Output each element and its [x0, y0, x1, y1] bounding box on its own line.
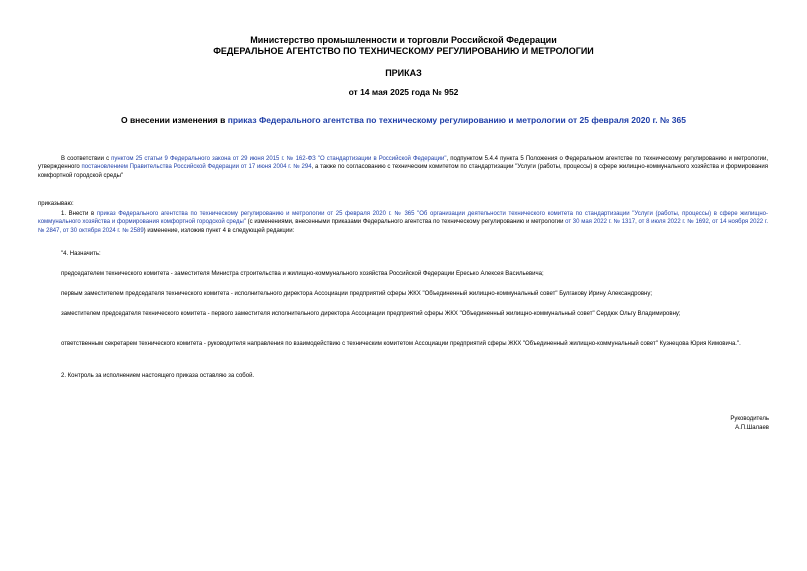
- signature-role: Руководитель: [730, 416, 769, 422]
- signature-name: А.П.Шалаев: [735, 425, 769, 431]
- title-prefix: О внесении изменения в: [120, 115, 228, 125]
- preamble-text-1: В соответствии с: [61, 156, 112, 162]
- preamble-paragraph: [38, 155, 768, 180]
- appointment-secretary: ответственным секретарем технического комитета - руководителя направления по взаимодействию с техническим комитетом Ассоциации предприятий сферы ЖКХ "Объединенный жилищно-коммунальный совет" Кузнецова Юрия Кимовича.".: [61, 341, 741, 347]
- item-1-paragraph: [38, 210, 768, 235]
- law-link[interactable]: пунктом 25 статьи 9 Федерального закона от 29 июня 2015 г. № 162-ФЗ "О стандартизации в Российской Федерации": [111, 156, 447, 162]
- item1-text-3: ) изменение, изложив пункт 4 в следующей редакции:: [143, 227, 295, 234]
- preamble-text-3: , а также по согласованию с техническим комитетом по стандартизации "Услуги (работы, процессы) в сфере жилищно-коммунального хозяйства и формирования комфортной городской среды": [38, 164, 768, 179]
- point-4-heading: "4. Назначить:: [61, 251, 101, 257]
- item-2-paragraph: 2. Контроль за исполнением настоящего приказа оставляю за собой.: [61, 373, 255, 379]
- item1-text-2: (с изменениями, внесенными приказами Федерального агентства по техническому регулированию и метрологии: [245, 219, 566, 226]
- appointment-deputy: заместителем председателя технического комитета - первого заместителя исполнительного директора Ассоциации предприятий сферы ЖКХ "Объединенный жилищно-коммунальный совет" Сердюк Ольгу Владимировну;: [61, 311, 681, 317]
- ministry-name: Министерство промышленности и торговли Российской Федерации: [250, 35, 557, 45]
- title-link[interactable]: приказ Федерального агентства по техническому регулированию и метрологии от 25 февраля 2020 г. № 365: [227, 115, 686, 125]
- item1-text-1: 1. Внести в: [61, 211, 97, 217]
- amendments-links[interactable]: от 30 мая 2022 г. № 1317, от 8 июля 2022 г. № 1692, от 14 ноября 2022 г. № 2847, от 30 октября 2024 г. № 2589: [38, 219, 768, 234]
- doc-type: ПРИКАЗ: [385, 68, 422, 78]
- doc-date-number: от 14 мая 2025 года № 952: [348, 87, 459, 97]
- base-order-link[interactable]: приказ Федерального агентства по техническому регулированию и метрологии от 25 февраля 2020 г. № 365 "Об организации деятельности технического комитета по стандартизации "Услуги (работы, процессы) в сфере жилищно-коммунального хозяйства и формирования комфортной городской среды": [38, 211, 768, 226]
- agency-name: ФЕДЕРАЛЬНОЕ АГЕНТСТВО ПО ТЕХНИЧЕСКОМУ РЕГУЛИРОВАНИЮ И МЕТРОЛОГИИ: [213, 46, 594, 56]
- preamble-text-2: , подпунктом 5.4.4 пункта 5 Положения о Федеральном агентстве по техническому регулированию и метрологии, утвержденного: [38, 156, 769, 171]
- government-decree-link[interactable]: постановлением Правительства Российской Федерации от 17 июня 2004 г. № 294: [81, 164, 312, 171]
- order-word: приказываю:: [38, 201, 74, 207]
- doc-title: [0, 115, 807, 125]
- appointment-first-deputy: первым заместителем председателя технического комитета - исполнительного директора Ассоциации предприятий сферы ЖКХ "Объединенный жилищно-коммунальный совет" Булгакову Ирину Александровну;: [61, 291, 653, 297]
- appointment-chairman: председателем технического комитета - заместителя Министра строительства и жилищно-коммунального хозяйства Российской Федерации Ересько Алексея Васильевича;: [61, 271, 544, 277]
